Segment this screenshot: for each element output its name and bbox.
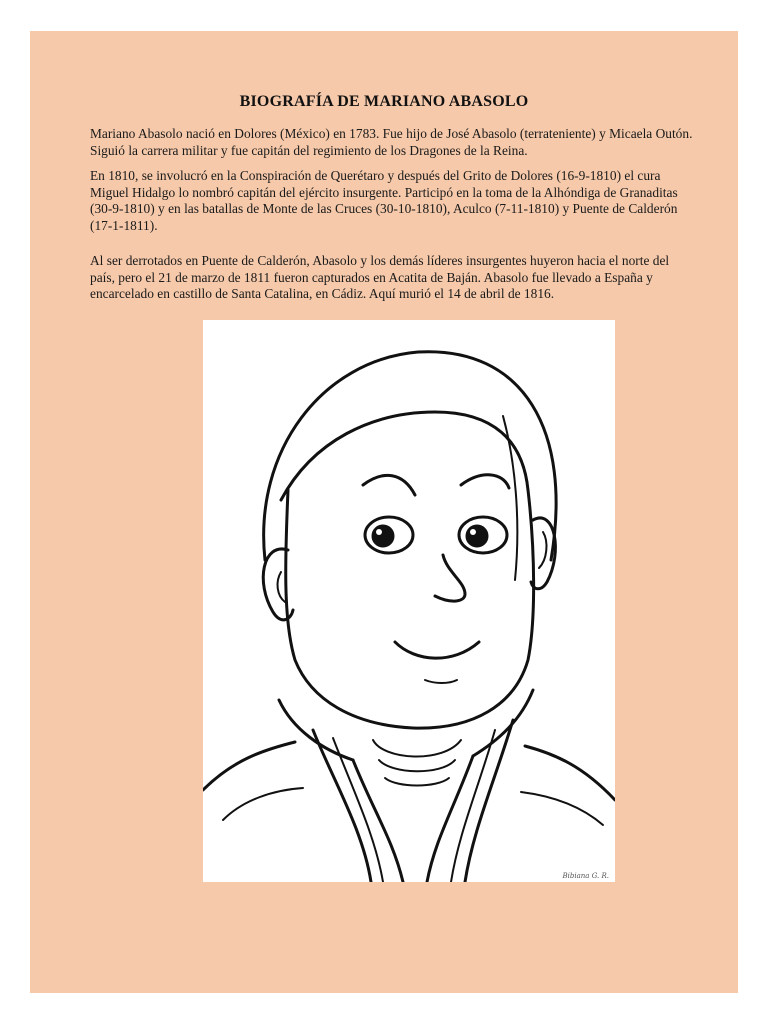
portrait-drawing-icon bbox=[203, 320, 615, 882]
portrait-illustration bbox=[203, 320, 615, 882]
document-page bbox=[30, 31, 738, 993]
paragraph-1: Mariano Abasolo nació en Dolores (México) en 1783. Fue hijo de José Abasolo (terrateniente) y Micaela Outón. Siguió la carrera militar y fue capitán del regimiento de los Dragones de la Reina. bbox=[90, 126, 693, 158]
paragraph-3: Al ser derrotados en Puente de Calderón, Abasolo y los demás líderes insurgentes huyeron hacia el norte del país, pero el 21 de marzo de 1811 fueron capturados en Acatita de Baján. Abasolo fue llevado a España y encarcelado en castillo de Santa Catalina, en Cádiz. Aquí murió el 14 de abril de 1816. bbox=[90, 253, 670, 302]
artist-signature: Bibiana G. R. bbox=[562, 872, 609, 880]
paragraph-2: En 1810, se involucró en la Conspiración de Querétaro y después del Grito de Dolores (16-9-1810) el cura Miguel Hidalgo lo nombró capitán del ejército insurgente. Participó en la toma de la Alhóndiga de Granaditas (30-9-1810) y en las batallas de Monte de las Cruces (30-10-1810), Aculco (7-11-1810) y Puente de Calderón (17-1-1811). bbox=[90, 168, 678, 233]
document-title: BIOGRAFÍA DE MARIANO ABASOLO bbox=[239, 93, 529, 110]
